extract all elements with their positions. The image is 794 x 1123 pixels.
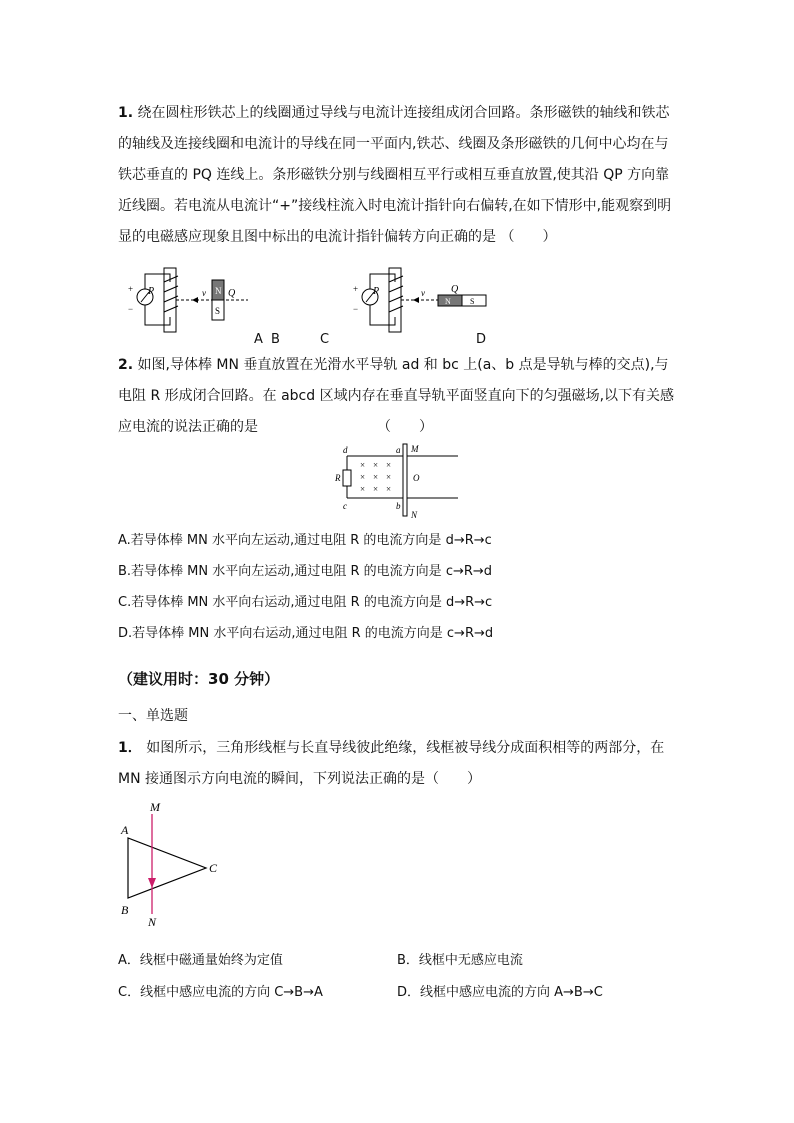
q1-s-right: S <box>470 297 475 306</box>
q1-p-left: P <box>148 286 155 297</box>
q1-n-right: N <box>445 297 451 306</box>
svg-text:×: × <box>386 472 392 482</box>
svg-text:×: × <box>360 484 366 494</box>
q1-number: 1. <box>118 105 134 121</box>
q1-stem: 绕在圆柱形铁芯上的线圈通过导线与电流计连接组成闭合回路。条形磁铁的轴线和铁芯的轴线及连接线圈和电流计的导线在同一平面内,铁芯、线圈及条形磁铁的几何中心均在与铁芯垂直的 PQ 连线上。条形磁铁分别与线圈相互平行或相互垂直放置,使其沿 QP 方向靠近线圈。若电流从电流计“+”接线柱流入时电流计指针向右偏转,在如下情形中,能观察到明显的电磁感应现象且图中标出的电流计指针偏转方向正确的是 （ ） <box>118 105 672 245</box>
svg-text:×: × <box>386 484 392 494</box>
svg-text:×: × <box>386 460 392 470</box>
section-time: （建议用时：30 分钟） <box>118 670 280 688</box>
q2-stem: 如图,导体棒 MN 垂直放置在光滑水平导轨 ad 和 bc 上(a、b 点是导轨与棒的交点),与电阻 R 形成闭合回路。在 abcd 区域内存在垂直导轨平面竖直向下的匀强磁场,以下有关感应电流的说法正确的是 （ ） <box>118 357 675 435</box>
svg-text:×: × <box>373 472 379 482</box>
current-arrow-icon <box>148 878 156 888</box>
q1-plus-left: + <box>128 284 134 294</box>
q2-text <box>118 350 678 443</box>
q2-figure <box>333 442 463 520</box>
q3-figure <box>118 800 238 928</box>
q1-option-c[interactable]: C <box>320 332 330 347</box>
q3-label-m: M <box>150 800 160 814</box>
q1-s-left: S <box>215 306 221 316</box>
q2-option-b[interactable]: B.若导体棒 MN 水平向左运动,通过电阻 R 的电流方向是 c→R→d <box>118 564 493 579</box>
svg-text:×: × <box>360 472 366 482</box>
q2-label-c: c <box>343 501 347 511</box>
q1-q-right: Q <box>451 284 459 295</box>
q1-minus-right: − <box>353 304 359 314</box>
q3-option-b[interactable]: B．线框中无感应电流 <box>397 953 523 968</box>
q2-label-m: M <box>411 444 419 454</box>
q2-option-c[interactable]: C.若导体棒 MN 水平向右运动,通过电阻 R 的电流方向是 d→R→c <box>118 595 493 610</box>
q1-option-d[interactable]: D <box>476 332 487 347</box>
rod-mn <box>403 444 407 516</box>
q1-setup-left <box>128 268 248 332</box>
svg-text:×: × <box>373 460 379 470</box>
q2-label-d: d <box>343 445 348 455</box>
q1-q-left: Q <box>228 288 236 299</box>
q3-option-c[interactable]: C．线框中感应电流的方向 C→B→A <box>118 985 323 1000</box>
svg-text:×: × <box>360 460 366 470</box>
triangle-frame <box>128 838 206 898</box>
q1-n-left: N <box>215 286 222 296</box>
q1-option-a[interactable]: A <box>254 332 263 347</box>
q3-label-c: C <box>209 861 218 875</box>
q2-number: 2. <box>118 357 134 373</box>
q2-option-d[interactable]: D.若导体棒 MN 水平向右运动,通过电阻 R 的电流方向是 c→R→d <box>118 626 494 641</box>
q1-minus-left: − <box>128 304 134 314</box>
svg-text:×: × <box>373 484 379 494</box>
q1-v-right: v <box>421 288 425 298</box>
q1-figure <box>118 262 538 342</box>
q1-option-b[interactable]: B <box>271 332 280 347</box>
q1-text <box>118 98 678 253</box>
q3-label-b: B <box>121 903 129 917</box>
q1-plus-right: + <box>353 284 359 294</box>
q3-option-d[interactable]: D．线框中感应电流的方向 A→B→C <box>397 985 603 1000</box>
q2-option-a[interactable]: A.若导体棒 MN 水平向左运动,通过电阻 R 的电流方向是 d→R→c <box>118 533 492 548</box>
q3-option-a[interactable]: A．线框中磁通量始终为定值 <box>118 953 283 968</box>
q3-label-n: N <box>148 915 157 928</box>
q1-setup-right <box>353 268 486 332</box>
resistor-r <box>343 470 351 486</box>
q3-number: 1． <box>118 740 142 756</box>
q2-label-a: a <box>396 445 401 455</box>
magnetic-field-marks <box>360 460 391 494</box>
q3-stem: 如图所示，三角形线框与长直导线彼此绝缘，线框被导线分成面积相等的两部分，在 MN 接通图示方向电流的瞬间，下列说法正确的是（ ） <box>118 740 665 787</box>
q2-label-b: b <box>396 501 401 511</box>
q2-label-r: R <box>335 473 341 483</box>
q3-label-a: A <box>121 823 129 837</box>
q2-label-n: N <box>411 510 418 520</box>
q3-text <box>118 733 678 795</box>
section-type: 一、单选题 <box>118 708 188 724</box>
q2-label-o: O <box>413 473 420 483</box>
q1-v-left: v <box>202 288 206 298</box>
q1-p-right: P <box>373 286 380 297</box>
